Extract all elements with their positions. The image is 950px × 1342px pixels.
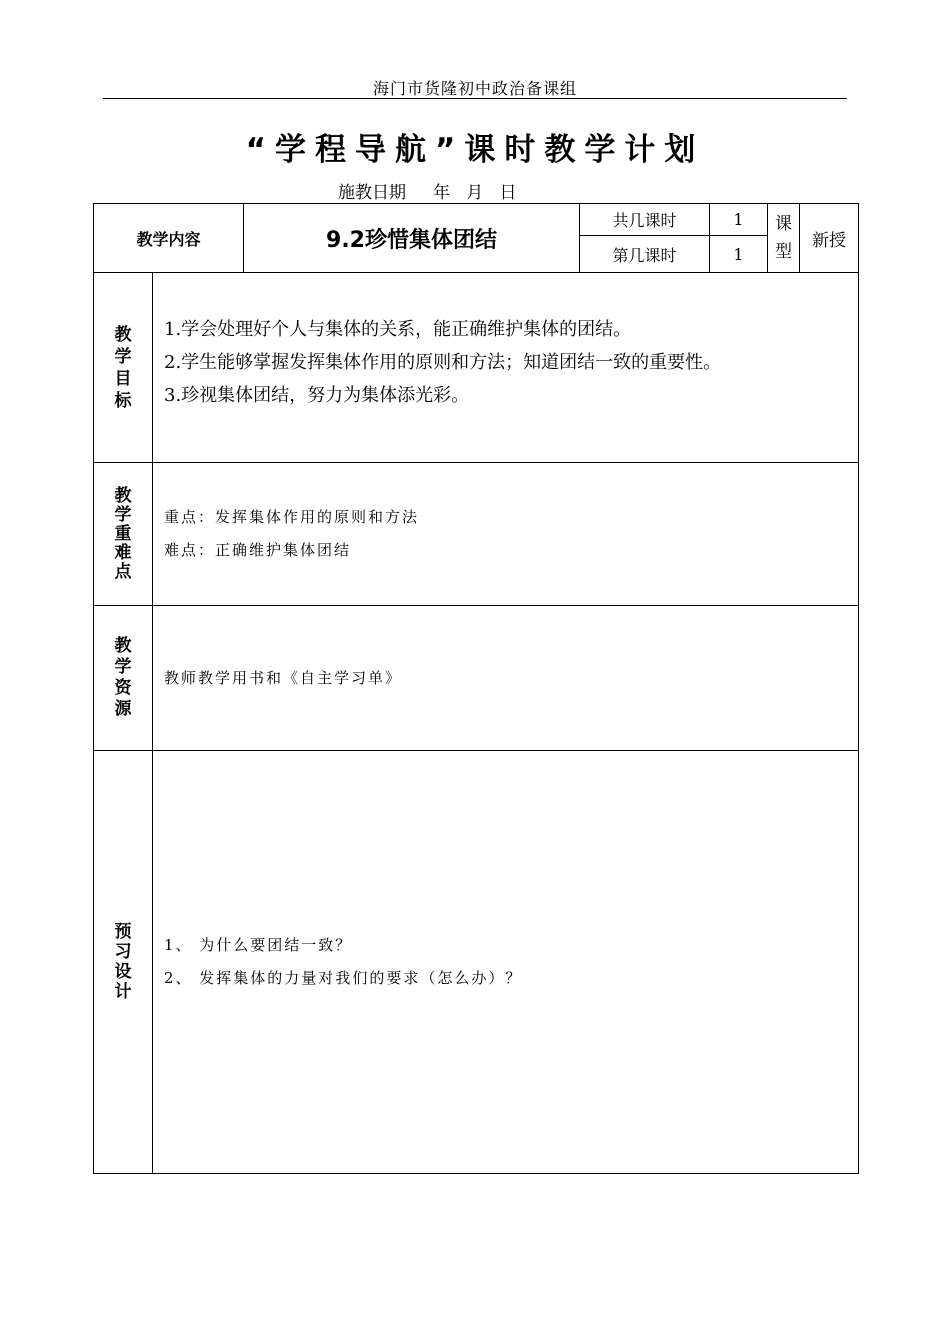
key-points-label-char: 难 bbox=[114, 542, 132, 563]
key-points-content bbox=[153, 463, 859, 606]
difficult-point-item: 难点：正确维护集体团结 bbox=[164, 541, 352, 559]
resources-label bbox=[94, 606, 153, 751]
goals-label bbox=[94, 273, 153, 463]
goal-item: 3.珍视集体团结，努力为集体添光彩。 bbox=[164, 385, 470, 406]
preview-content bbox=[153, 751, 859, 1174]
goals-label-char: 标 bbox=[114, 390, 132, 411]
resource-item: 教师教学用书和《自主学习单》 bbox=[164, 668, 403, 687]
teaching-date-line: 施教日期 年 月 日 bbox=[338, 183, 517, 203]
resources-label-char: 学 bbox=[114, 657, 132, 677]
preview-question: 2、 发挥集体的力量对我们的要求（怎么办）？ bbox=[164, 969, 523, 987]
preview-question: 1、 为什么要团结一致？ bbox=[164, 936, 353, 954]
header-organization: 海门市货隆初中政治备课组 bbox=[372, 79, 577, 98]
goal-item: 2.学生能够掌握发挥集体作用的原则和方法；知道团结一致的重要性。 bbox=[164, 352, 722, 373]
key-points-label-char: 重 bbox=[114, 523, 132, 544]
key-point-item: 重点：发挥集体作用的原则和方法 bbox=[164, 508, 420, 526]
preview-label-char: 预 bbox=[114, 922, 132, 942]
resources-content bbox=[153, 606, 859, 751]
current-period-value: 1 bbox=[710, 236, 768, 273]
lesson-type-char-2: 型 bbox=[775, 242, 793, 262]
resources-label-char: 教 bbox=[114, 636, 132, 656]
lesson-type-label bbox=[768, 204, 800, 273]
preview-label bbox=[94, 751, 153, 1174]
document-title: “学程导航”课时教学计划 bbox=[245, 132, 705, 168]
resources-label-char: 资 bbox=[114, 678, 132, 698]
goals-label-char: 教 bbox=[114, 324, 132, 345]
total-periods-label: 共几课时 bbox=[580, 204, 710, 236]
goals-label-char: 目 bbox=[114, 368, 132, 389]
teaching-content-label: 教学内容 bbox=[94, 204, 244, 273]
lesson-plan-table bbox=[93, 203, 859, 1174]
total-periods-value: 1 bbox=[710, 204, 768, 236]
key-points-label-char: 学 bbox=[114, 504, 132, 525]
lesson-type-char-1: 课 bbox=[775, 214, 793, 234]
resources-label-char: 源 bbox=[114, 699, 132, 719]
key-points-label bbox=[94, 463, 153, 606]
key-points-label-char: 教 bbox=[114, 485, 132, 506]
preview-label-char: 计 bbox=[114, 982, 132, 1002]
current-period-label: 第几课时 bbox=[580, 236, 710, 273]
key-points-label-char: 点 bbox=[114, 561, 132, 582]
goal-item: 1.学会处理好个人与集体的关系，能正确维护集体的团结。 bbox=[164, 319, 632, 340]
goals-content bbox=[153, 273, 859, 463]
header-divider bbox=[103, 98, 847, 99]
preview-label-char: 习 bbox=[114, 942, 132, 962]
goals-label-char: 学 bbox=[114, 346, 132, 367]
lesson-type-value: 新授 bbox=[800, 204, 859, 273]
preview-label-char: 设 bbox=[114, 962, 132, 982]
lesson-topic: 9.2珍惜集体团结 bbox=[244, 204, 580, 273]
